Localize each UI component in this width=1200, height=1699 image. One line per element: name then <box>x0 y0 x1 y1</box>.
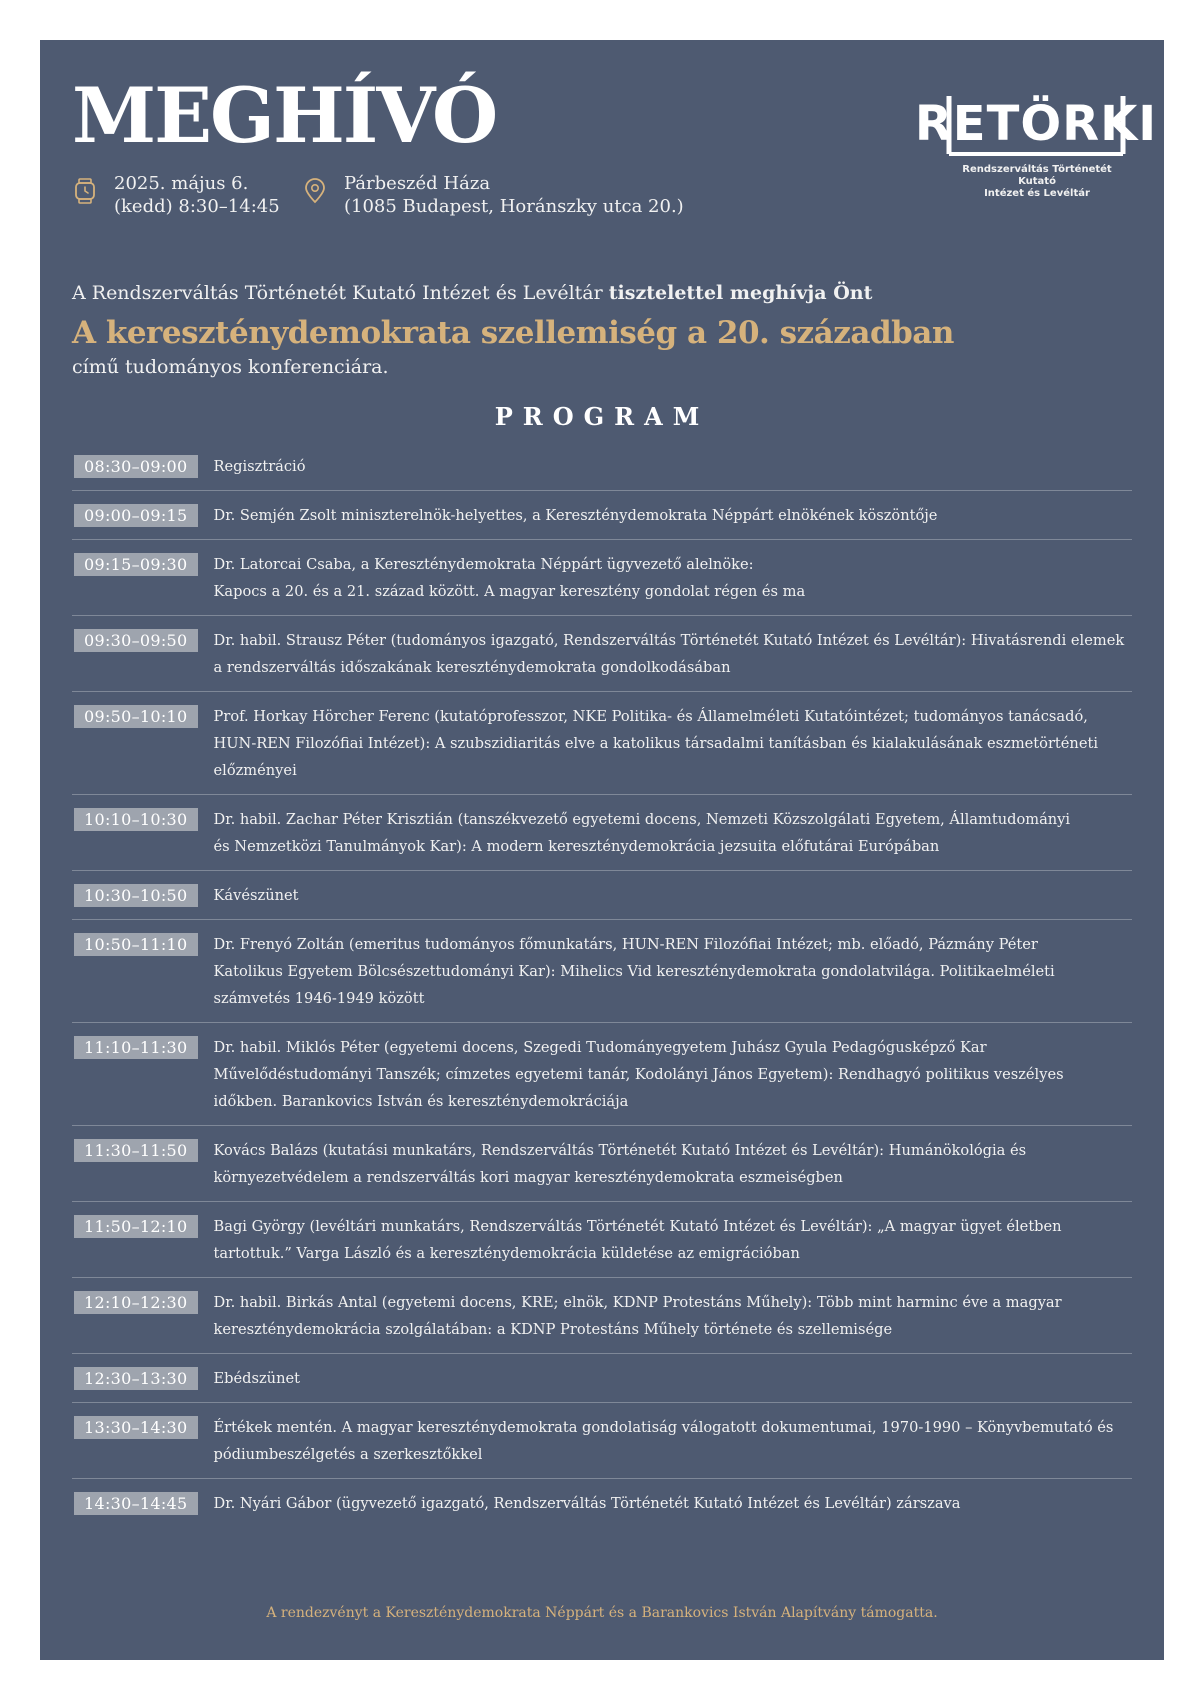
program-description: Értékek mentén. A magyar kereszténydemokrata gondolatiság válogatott dokumentumai, 1970-1990 – Könyvbemutató és pódiumbeszélgetés a szerkesztőkkel <box>213 1419 1114 1463</box>
program-row <box>72 1023 1132 1126</box>
program-description: Dr. habil. Strausz Péter (tudományos igazgató, Rendszerváltás Történetét Kutató Intézet és Levéltár): Hivatásrendi elemek a rendszerváltás időszakának kereszténydemokrata gondolkodásában <box>213 632 1125 676</box>
program-row <box>72 442 1132 491</box>
program-time-badge: 11:30–11:50 <box>74 1139 198 1162</box>
logo-subtitle-line2: Intézet és Levéltár <box>984 188 1090 199</box>
intro-bold: tisztelettel meghívja Önt <box>608 282 873 304</box>
event-venue-line2: (1085 Budapest, Horánszky utca 20.) <box>344 196 684 217</box>
program-description: Regisztráció <box>213 458 306 475</box>
sponsor-footer: A rendezvényt a Kereszténydemokrata Néppárt és a Barankovics István Alapítvány támogatta. <box>266 1605 938 1621</box>
intro-plain: A Rendszerváltás Történetét Kutató Intézet és Levéltár <box>72 282 609 304</box>
intro-subline: című tudományos konferenciára. <box>72 356 389 378</box>
program-row <box>72 1403 1132 1479</box>
event-date <box>72 172 280 218</box>
program-row <box>72 1278 1132 1354</box>
intro-line <box>72 280 1132 306</box>
retorki-wordmark <box>914 92 1158 158</box>
program-time-badge: 10:50–11:10 <box>74 933 198 956</box>
program-description: Prof. Horkay Hörcher Ferenc (kutatóprofesszor, NKE Politika- és Államelméleti Kutatóintézet; tudományos tanácsadó, HUN-REN Filozófiai Intézet): A szubszidiaritás elve a katolikus társadalmi tanításban és kialakulásának eszmetörténeti előzményei <box>213 708 1098 779</box>
page-title: MEGHÍVÓ <box>72 71 497 160</box>
program-row <box>72 692 1132 795</box>
program-description: Dr. Nyári Gábor (ügyvezető igazgató, Rendszerváltás Történetét Kutató Intézet és Levéltár) zárszava <box>213 1495 961 1512</box>
logo-subtitle-line1: Rendszerváltás Történetét Kutató <box>962 164 1112 187</box>
program-list <box>72 442 1132 1527</box>
program-time-badge: 12:30–13:30 <box>74 1367 198 1390</box>
program-time-badge: 13:30–14:30 <box>74 1416 198 1439</box>
event-venue-line1: Párbeszéd Háza <box>344 173 491 194</box>
invitation-card <box>40 40 1164 1660</box>
event-venue <box>302 172 684 218</box>
program-row <box>72 1479 1132 1527</box>
program-row <box>72 491 1132 540</box>
event-date-line1: 2025. május 6. <box>114 173 249 194</box>
program-description: Bagi György (levéltári munkatárs, Rendszerváltás Történetét Kutató Intézet és Levéltár): „A magyar ügyet életben tartottuk.” Varga László és a kereszténydemokrácia küldetése az emigrációban <box>213 1218 1062 1262</box>
program-time-badge: 12:10–12:30 <box>74 1291 198 1314</box>
program-description: Dr. Semjén Zsolt miniszterelnök-helyettes, a Kereszténydemokrata Néppárt elnökének köszöntője <box>213 507 938 524</box>
program-row <box>72 871 1132 920</box>
logo-subtitle <box>945 164 1129 200</box>
program-description: Dr. habil. Miklós Péter (egyetemi docens, Szegedi Tudományegyetem Juhász Gyula Pedagógusképző Kar Művelődéstudományi Tanszék; címzetes egyetemi tanár, Kodolányi János Egyetem): Rendhagyó politikus veszélyes időkben. Barankovics István és kereszténydemokráciája <box>213 1039 1064 1110</box>
program-time-badge: 08:30–09:00 <box>74 455 198 478</box>
program-description: Dr. Latorcai Csaba, a Kereszténydemokrata Néppárt ügyvezető alelnöke: Kapocs a 20. és a 21. század között. A magyar keresztény gondolat régen és ma <box>213 556 806 600</box>
program-description: Kávészünet <box>213 887 299 904</box>
program-description: Dr. Frenyó Zoltán (emeritus tudományos főmunkatárs, HUN-REN Filozófiai Intézet; mb. előadó, Pázmány Péter Katolikus Egyetem Bölcsészettudományi Kar): Mihelics Vid kereszténydemokrata gondolatvilága. Politikaelméleti számvetés 1946-1949 között <box>213 936 1055 1007</box>
program-row <box>72 1202 1132 1278</box>
program-time-badge: 09:00–09:15 <box>74 504 198 527</box>
program-heading: PROGRAM <box>494 402 710 431</box>
program-time-badge: 11:10–11:30 <box>74 1036 198 1059</box>
map-pin-icon <box>302 178 328 204</box>
logo-wordmark-text: RETÖRKI <box>914 96 1158 152</box>
event-date-line2: (kedd) 8:30–14:45 <box>114 196 280 217</box>
watch-icon <box>72 178 98 204</box>
program-description: Dr. habil. Zachar Péter Krisztián (tanszékvezető egyetemi docens, Nemzeti Közszolgálati Egyetem, Államtudományi és Nemzetközi Tanulmányok Kar): A modern kereszténydemokrácia jezsuita előfutárai Európában <box>213 811 1071 855</box>
program-description: Dr. habil. Birkás Antal (egyetemi docens, KRE; elnök, KDNP Protestáns Műhely): Több mint harminc éve a magyar kereszténydemokrácia szolgálatában: a KDNP Protestáns Műhely története és szellemisége <box>213 1294 1062 1338</box>
program-time-badge: 09:30–09:50 <box>74 629 198 652</box>
retorki-logo <box>914 92 1158 200</box>
program-time-badge: 09:15–09:30 <box>74 553 198 576</box>
invitation-intro <box>72 280 1132 380</box>
program-row <box>72 795 1132 871</box>
conference-title: A kereszténydemokrata szellemiség a 20. században <box>72 315 954 351</box>
program-time-badge: 14:30–14:45 <box>74 1492 198 1515</box>
program-row <box>72 1126 1132 1202</box>
program-row <box>72 1354 1132 1403</box>
program-time-badge: 09:50–10:10 <box>74 705 198 728</box>
program-row <box>72 920 1132 1023</box>
program-description: Kovács Balázs (kutatási munkatárs, Rendszerváltás Történetét Kutató Intézet és Levéltár): Humánökológia és környezetvédelem a rendszerváltás kori magyar kereszténydemokrata eszmeiségben <box>213 1142 1027 1186</box>
program-time-badge: 11:50–12:10 <box>74 1215 198 1238</box>
program-row <box>72 616 1132 692</box>
program-row <box>72 540 1132 616</box>
program-time-badge: 10:10–10:30 <box>74 808 198 831</box>
program-description: Ebédszünet <box>213 1370 300 1387</box>
program-time-badge: 10:30–10:50 <box>74 884 198 907</box>
